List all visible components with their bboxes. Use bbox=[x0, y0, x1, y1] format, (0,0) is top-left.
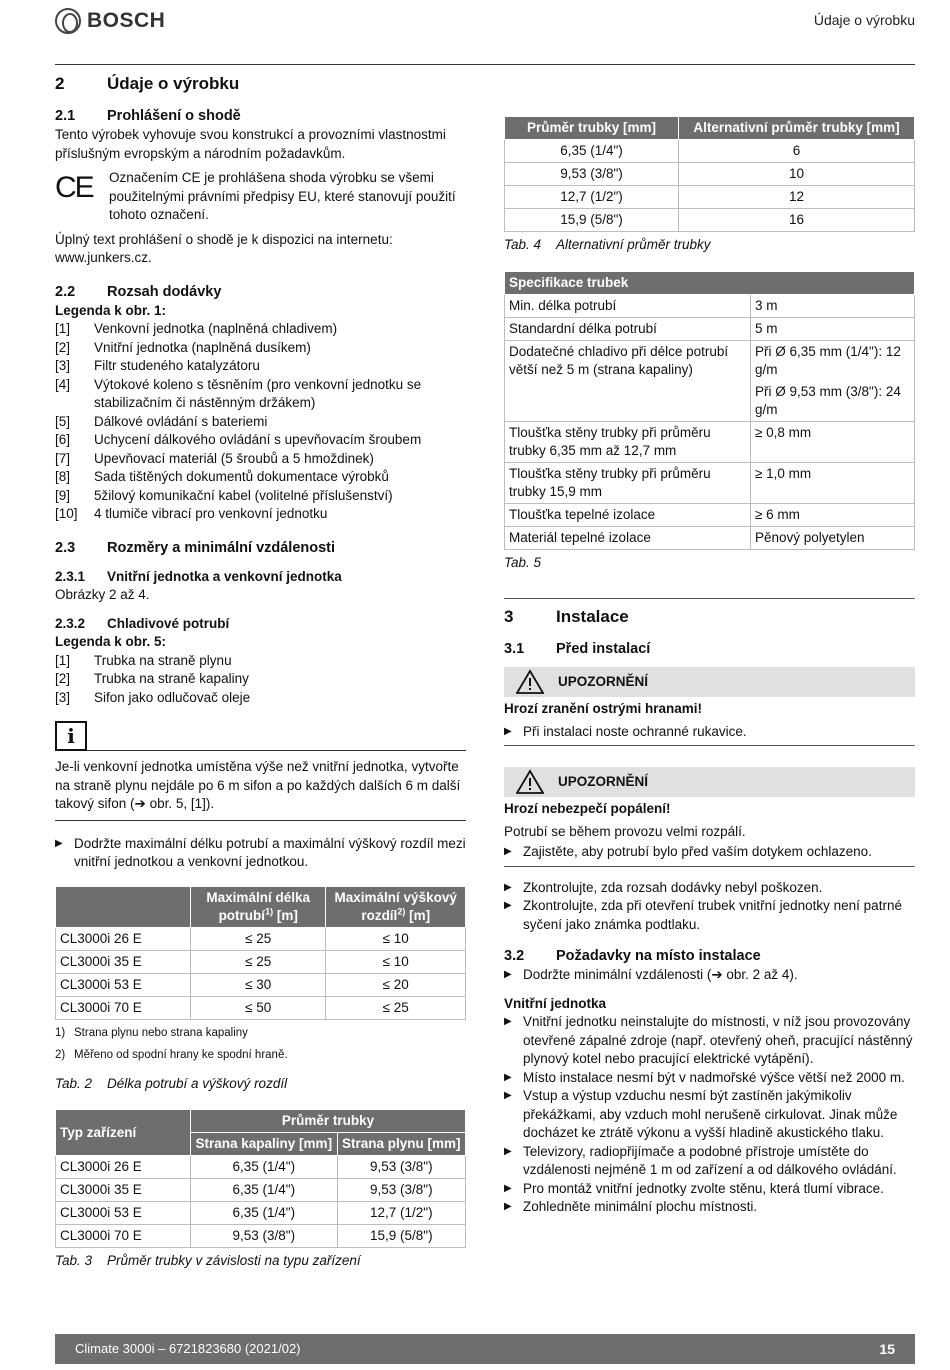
table-row: 6,35 (1/4") 6 bbox=[505, 140, 915, 163]
warning-subtitle: Hrozí zranění ostrými hranami! bbox=[504, 701, 703, 716]
header-divider bbox=[55, 64, 915, 65]
list-item: ▶ Dodržte maximální délku potrubí a maximální výškový rozdíl mezi vnitřní jednotkou a venkovní jednotkou. bbox=[55, 835, 466, 872]
figures-reference: Obrázky 2 až 4. bbox=[55, 587, 150, 602]
list-item: [7] Upevňovací materiál (5 šroubů a 5 hmoždinek) bbox=[55, 450, 374, 466]
warning-divider bbox=[504, 745, 915, 746]
list-item: ▶ Při instalaci noste ochranné rukavice. bbox=[504, 723, 915, 742]
table-row: CL3000i 53 E 6,35 (1/4") 12,7 (1/2") bbox=[56, 1202, 466, 1225]
list-item: ▶ Zohledněte minimální plochu místnosti. bbox=[504, 1198, 915, 1217]
instruction-list bbox=[504, 966, 915, 985]
table-row: Dodatečné chladivo při délce potrubí větší než 5 m (strana kapaliny) Při Ø 6,35 mm (1/4"): 12 g/m Při Ø 9,53 mm (3/8"): 24 g/m bbox=[505, 340, 915, 421]
footnote: 1) Strana plynu nebo strana kapaliny bbox=[55, 1026, 248, 1039]
triangle-bullet-icon: ▶ bbox=[504, 1201, 512, 1212]
section-divider bbox=[504, 598, 915, 599]
table-row: Min. délka potrubí 3 m bbox=[505, 294, 915, 317]
footnote: 2) Měřeno od spodní hrany ke spodní hraně. bbox=[55, 1049, 288, 1061]
table-header: Strana plynu [mm] bbox=[337, 1133, 465, 1156]
table-header: Specifikace trubek bbox=[505, 271, 915, 294]
note-text: Je-li venkovní jednotka umístěna výše než vnitřní jednotka, vytvořte na straně plynu nejdále po 6 m sifon a po každých dalších 6 m další takový sifon (➔ obr. 5, [1]). bbox=[55, 759, 461, 811]
list-item: [2] Vnitřní jednotka (naplněná dusíkem) bbox=[55, 339, 311, 355]
section-heading-2-3-2: 2.3.2 Chladivové potrubí bbox=[55, 615, 230, 631]
table-row: Tloušťka stěny trubky při průměru trubky 6,35 mm až 12,7 mm ≥ 0,8 mm bbox=[505, 421, 915, 462]
table-5-caption: Tab. 5 bbox=[504, 554, 542, 570]
triangle-bullet-icon: ▶ bbox=[504, 881, 512, 893]
table-2-caption: Tab. 2 Délka potrubí a výškový rozdíl bbox=[55, 1075, 288, 1091]
indoor-unit-requirements bbox=[504, 1013, 915, 1217]
triangle-bullet-icon: ▶ bbox=[504, 1090, 512, 1101]
warning-banner: UPOZORNĚNÍ bbox=[504, 667, 915, 697]
ce-mark-icon: CE bbox=[55, 171, 93, 204]
conformity-url-paragraph: Úplný text prohlášení o shodě je k dispozici na internetu: www.junkers.cz. bbox=[55, 231, 393, 265]
delivery-legend-list bbox=[55, 320, 466, 524]
list-item: ▶ Televizory, radiopřijímače a podobné přístroje umístěte do vzdálenosti nejméně 1 m od zařízení a od dálkového ovládání. bbox=[504, 1143, 915, 1180]
list-item: [10] 4 tlumiče vibrací pro venkovní jednotku bbox=[55, 506, 328, 521]
triangle-bullet-icon: ▶ bbox=[504, 1182, 512, 1194]
table-header: Alternativní průměr trubky [mm] bbox=[679, 117, 915, 140]
triangle-bullet-icon: ▶ bbox=[504, 846, 512, 857]
list-item: [9] 5žilový komunikační kabel (volitelné příslušenství) bbox=[55, 487, 393, 503]
section-heading-2-2: 2.2 Rozsah dodávky bbox=[55, 283, 222, 300]
right-column bbox=[504, 116, 915, 1217]
warning-triangle-icon bbox=[516, 769, 544, 795]
table-header: Typ zařízení bbox=[56, 1110, 191, 1156]
table-header: Průměr trubky bbox=[191, 1110, 466, 1133]
info-note bbox=[55, 721, 466, 821]
table-row: 9,53 (3/8") 10 bbox=[505, 163, 915, 186]
table-header: Maximální výškový rozdíl$^{2)}$ [m] bbox=[326, 886, 466, 927]
warning-text: Potrubí se během provozu velmi rozpálí. bbox=[504, 823, 746, 839]
page-header bbox=[55, 8, 915, 38]
list-item: [4] Výtokové koleno s těsněním (pro venkovní jednotku se stabilizačním či nástěnným držákem) bbox=[55, 376, 422, 410]
list-item: [2] Trubka na straně kapaliny bbox=[55, 671, 249, 686]
warning-triangle-icon bbox=[516, 669, 544, 695]
check-list bbox=[504, 879, 915, 935]
brand-name: BOSCH bbox=[87, 8, 166, 32]
ce-text: Označením CE je prohlášena shoda výrobku se všemi použitelnými právními předpisy EU, které stanovují použití tohoto označení. bbox=[109, 170, 456, 222]
list-item: [1] Venkovní jednotka (naplněná chladivem) bbox=[55, 321, 338, 336]
list-item: ▶ Zkontrolujte, zda rozsah dodávky nebyl poškozen. bbox=[504, 879, 915, 898]
table-2-footnotes bbox=[55, 1024, 466, 1065]
table-4 bbox=[504, 116, 915, 232]
list-item: ▶ Zkontrolujte, zda při otevření trubek vnitřní jednotky není patrné syčení jako známka podtlaku. bbox=[504, 897, 915, 934]
ce-block bbox=[55, 169, 466, 225]
subsection-title: Vnitřní jednotka bbox=[504, 995, 607, 1011]
legend-label: Legenda k obr. 1: bbox=[55, 302, 167, 318]
section-heading-2-3: 2.3 Rozměry a minimální vzdálenosti bbox=[55, 539, 336, 556]
list-item: [6] Uchycení dálkového ovládání s upevňovacím šroubem bbox=[55, 432, 422, 447]
list-item: ▶ Místo instalace nesmí být v nadmořské výšce větší než 2000 m. bbox=[504, 1069, 915, 1088]
list-item: ▶ Vnitřní jednotku neinstalujte do místnosti, v níž jsou provozovány otevřené zápalné zdroje (např. otevřený oheň, pracující nástěnný plynový kotel nebo pracující elektrické vytápění). bbox=[504, 1013, 915, 1069]
table-2 bbox=[55, 886, 466, 1020]
list-item: ▶ Dodržte minimální vzdálenosti (➔ obr. 2 až 4). bbox=[504, 966, 915, 985]
list-item: ▶ Vstup a výstup vzduchu nesmí být zastíněn jakýmikoliv překážkami, aby vzduch mohl nerušeně cirkulovat. Jinak může docházet ke ztrátě výkonu a vyšší hladině akustického tlaku. bbox=[504, 1087, 915, 1143]
section-heading-2: 2 Údaje o výrobku bbox=[55, 74, 240, 93]
warning-instructions bbox=[504, 843, 915, 862]
conformity-paragraph: Tento výrobek vyhovuje svou konstrukcí a provozními vlastnostmi příslušným evropským a národním požadavkům. bbox=[55, 127, 446, 161]
table-3 bbox=[55, 1109, 466, 1248]
table-row: Materiál tepelné izolace Pěnový polyetylen bbox=[505, 526, 915, 549]
warning-divider bbox=[504, 866, 915, 867]
warning-instructions bbox=[504, 723, 915, 742]
warning-banner: UPOZORNĚNÍ bbox=[504, 767, 915, 797]
triangle-bullet-icon: ▶ bbox=[504, 725, 512, 737]
table-row: CL3000i 26 E ≤ 25 ≤ 10 bbox=[56, 927, 466, 950]
list-item: ▶ Zajistěte, aby potrubí bylo před vaším dotykem ochlazeno. bbox=[504, 843, 915, 862]
table-row: CL3000i 35 E ≤ 25 ≤ 10 bbox=[56, 950, 466, 973]
triangle-bullet-icon: ▶ bbox=[504, 900, 512, 911]
header-section-title: Údaje o výrobku bbox=[813, 12, 915, 28]
table-header: Strana kapaliny [mm] bbox=[191, 1133, 338, 1156]
instruction-list bbox=[55, 835, 466, 872]
table-row: CL3000i 53 E ≤ 30 ≤ 20 bbox=[56, 973, 466, 996]
triangle-bullet-icon: ▶ bbox=[504, 1145, 512, 1157]
footer-document-id: Climate 3000i – 6721823680 (2021/02) bbox=[75, 1341, 301, 1356]
table-row: 15,9 (5/8") 16 bbox=[505, 209, 915, 232]
table-row: Tloušťka tepelné izolace ≥ 6 mm bbox=[505, 503, 915, 526]
list-item: ▶ Pro montáž vnitřní jednotky zvolte stěnu, která tlumí vibrace. bbox=[504, 1180, 915, 1199]
left-column bbox=[55, 72, 466, 1271]
table-row: Standardní délka potrubí 5 m bbox=[505, 317, 915, 340]
piping-legend-list bbox=[55, 652, 466, 708]
section-heading-3: 3 Instalace bbox=[504, 607, 629, 626]
table-row: Tloušťka stěny trubky při průměru trubky 15,9 mm ≥ 1,0 mm bbox=[505, 462, 915, 503]
table-3-caption: Tab. 3 Průměr trubky v závislosti na typu zařízení bbox=[55, 1253, 361, 1268]
table-row: 12,7 (1/2") 12 bbox=[505, 186, 915, 209]
triangle-bullet-icon: ▶ bbox=[504, 1071, 512, 1083]
table-header: Maximální délka potrubí$^{1)}$ [m] bbox=[191, 886, 326, 927]
list-item: [5] Dálkové ovládání s bateriemi bbox=[55, 413, 268, 429]
list-item: [3] Sifon jako odlučovač oleje bbox=[55, 689, 251, 705]
page-footer bbox=[55, 1334, 915, 1364]
triangle-bullet-icon: ▶ bbox=[504, 1016, 512, 1027]
legend-label: Legenda k obr. 5: bbox=[55, 634, 167, 649]
section-heading-3-2: 3.2 Požadavky na místo instalace bbox=[504, 948, 761, 964]
triangle-bullet-icon: ▶ bbox=[55, 837, 63, 849]
table-row: CL3000i 70 E 9,53 (3/8") 15,9 (5/8") bbox=[56, 1225, 466, 1248]
table-row: CL3000i 70 E ≤ 50 ≤ 25 bbox=[56, 996, 466, 1019]
section-heading-3-1: 3.1 Před instalací bbox=[504, 641, 651, 657]
triangle-bullet-icon: ▶ bbox=[504, 969, 512, 980]
section-heading-2-1: 2.1 Prohlášení o shodě bbox=[55, 108, 241, 124]
page-number: 15 bbox=[879, 1341, 895, 1357]
table-row: CL3000i 26 E 6,35 (1/4") 9,53 (3/8") bbox=[56, 1156, 466, 1179]
bosch-logo bbox=[55, 8, 165, 34]
table-header: Průměr trubky [mm] bbox=[505, 117, 679, 140]
info-icon: i bbox=[55, 721, 87, 751]
list-item: [8] Sada tištěných dokumentů dokumentace výrobků bbox=[55, 469, 389, 484]
table-row: CL3000i 35 E 6,35 (1/4") 9,53 (3/8") bbox=[56, 1179, 466, 1202]
table-5 bbox=[504, 271, 915, 550]
table-4-caption: Tab. 4 Alternativní průměr trubky bbox=[504, 237, 711, 252]
list-item: [3] Filtr studeného katalyzátoru bbox=[55, 358, 260, 373]
section-heading-2-3-1: 2.3.1 Vnitřní jednotka a venkovní jednotka bbox=[55, 568, 342, 584]
list-item: [1] Trubka na straně plynu bbox=[55, 652, 232, 668]
warning-subtitle: Hrozí nebezpečí popálení! bbox=[504, 801, 671, 816]
bosch-armature-icon bbox=[55, 8, 81, 34]
